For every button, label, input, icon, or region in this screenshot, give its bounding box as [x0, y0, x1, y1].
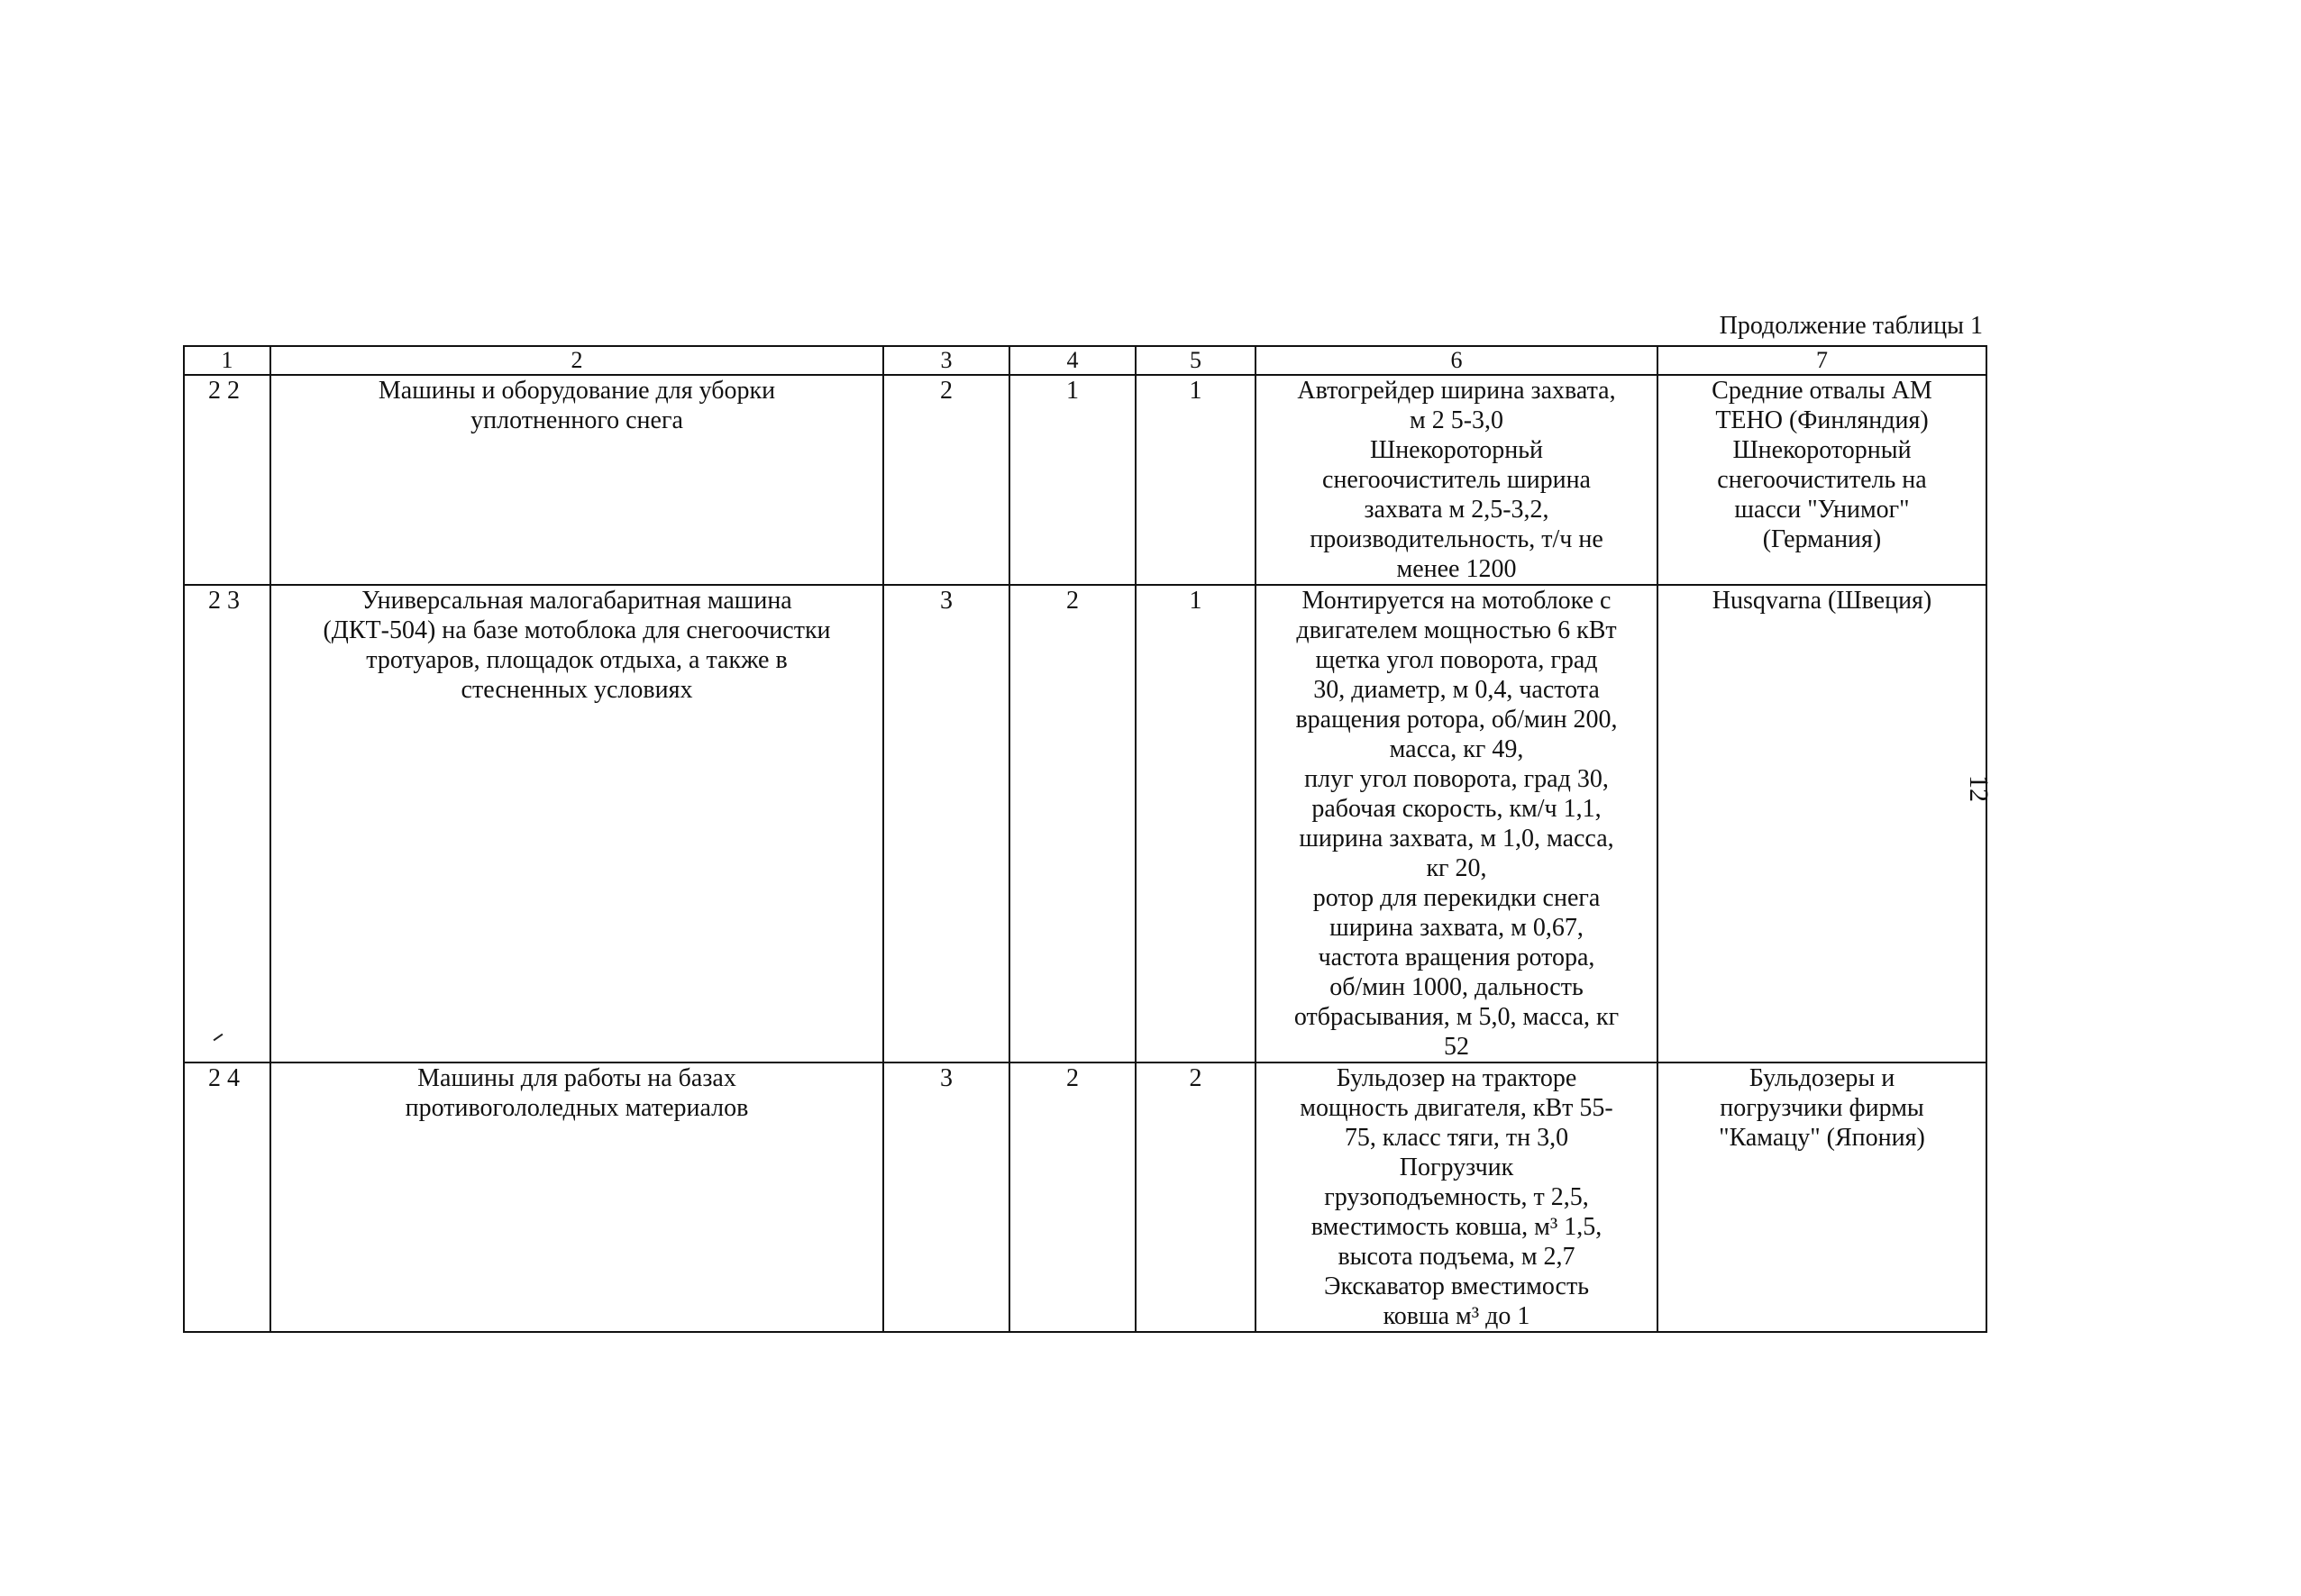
machine-name-text: Машины для работы на базах противогололедных материалов: [405, 1064, 749, 1122]
specifications-text: Автогрейдер ширина захвата, м 2 5-3,0 Шнекороторньй снегоочиститель ширина захвата м 2,5-3,2, производительность, т/ч не менее 1200: [1297, 377, 1616, 583]
column-header-4: 4: [1009, 346, 1136, 375]
column-5-cell: 2: [1136, 1062, 1256, 1332]
table-row: [184, 375, 1986, 585]
examples-text: Бульдозеры и погрузчики фирмы "Камацу" (Япония): [1719, 1064, 1925, 1152]
table-body: [184, 375, 1986, 1332]
column-header-5: 5: [1136, 346, 1256, 375]
examples-cell: [1657, 375, 1986, 585]
examples-cell: [1657, 585, 1986, 1062]
examples-text: Средние отвалы АМ ТЕНО (Финляндия) Шнекороторный снегоочиститель на шасси "Унимог" (Германия): [1712, 377, 1932, 553]
column-3-cell: 3: [883, 1062, 1009, 1332]
specifications-cell: [1256, 585, 1657, 1062]
examples-text: Husqvarna (Швеция): [1712, 587, 1932, 615]
machine-name-text: Машины и оборудование для уборки уплотненного снега: [378, 377, 776, 434]
machine-name-text: Универсальная малогабаритная машина (ДКТ-504) на базе мотоблока для снегоочистки тротуаров, площадок отдыха, а также в стесненных условиях: [323, 587, 831, 704]
table-row: [184, 585, 1986, 1062]
row-number-cell: 2 4: [184, 1062, 270, 1332]
column-header-6: 6: [1256, 346, 1657, 375]
examples-cell: [1657, 1062, 1986, 1332]
specifications-text: Бульдозер на тракторе мощность двигателя, кВт 55- 75, класс тяги, тн 3,0 Погрузчик грузоподъемность, т 2,5, вместимость ковша, м³ 1,5, высота подъема, м 2,7 Экскаватор вместимость ковша м³ до 1: [1300, 1064, 1613, 1330]
machine-name-cell: [270, 585, 883, 1062]
column-header-7: 7: [1657, 346, 1986, 375]
row-number-cell: 2 3: [184, 585, 270, 1062]
column-5-cell: 1: [1136, 585, 1256, 1062]
column-4-cell: 2: [1009, 585, 1136, 1062]
column-header-1: 1: [184, 346, 270, 375]
machine-name-cell: [270, 375, 883, 585]
table-header: [184, 346, 1986, 375]
column-4-cell: 2: [1009, 1062, 1136, 1332]
column-3-cell: 3: [883, 585, 1009, 1062]
table-row: [184, 1062, 1986, 1332]
column-4-cell: 1: [1009, 375, 1136, 585]
column-5-cell: 1: [1136, 375, 1256, 585]
table-continuation-caption: Продолжение таблицы 1: [1719, 312, 1983, 340]
specifications-text: Монтируется на мотоблоке с двигателем мощностью 6 кВт щетка угол поворота, град 30, диаметр, м 0,4, частота вращения ротора, об/мин 200, масса, кг 49, плуг угол поворота, град 30, рабочая скорость, км/ч 1,1, ширина захвата, м 1,0, масса, кг 20, ротор для перекидки снега ширина захвата, м 0,67, частота вращения ротора, об/мин 1000, дальность отбрасывания, м 5,0, масса, кг 52: [1293, 587, 1620, 1061]
page-number: 12: [1964, 775, 1994, 802]
header-row: [184, 346, 1986, 375]
column-header-2: 2: [270, 346, 883, 375]
machine-name-cell: [270, 1062, 883, 1332]
specifications-cell: [1256, 375, 1657, 585]
column-header-3: 3: [883, 346, 1009, 375]
equipment-table: [183, 345, 1987, 1333]
row-number-cell: 2 2: [184, 375, 270, 585]
column-3-cell: 2: [883, 375, 1009, 585]
specifications-cell: [1256, 1062, 1657, 1332]
